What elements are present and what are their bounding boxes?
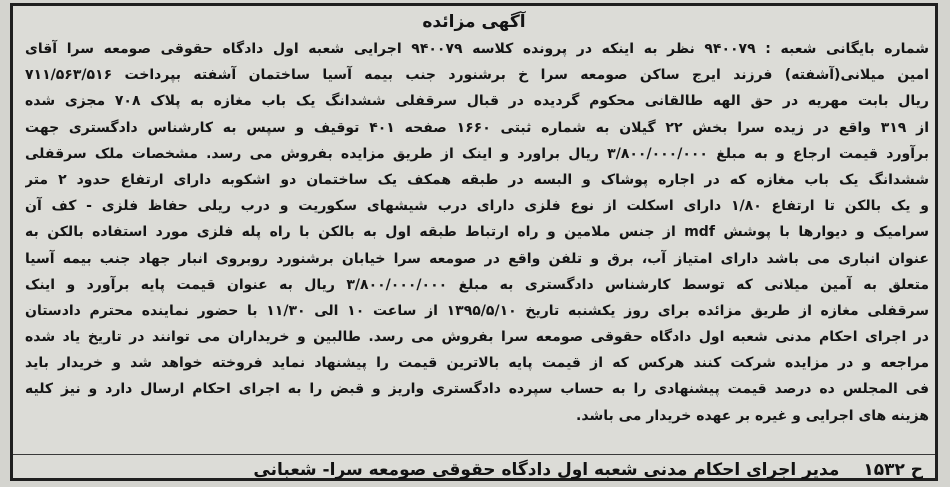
notice-line: در اجرای احکام مدنی شعبه اول دادگاه حقوقی صومعه سرا بفروش می رسد. طالبین و خریداران می توانند در تاریخ یاد شده: [25, 329, 929, 346]
notice-line: متعلق به آمین میلانی که توسط کارشناس دادگستری به مبلغ ۳/۸۰۰/۰۰۰/۰۰۰ ریال به عنوان قیمت پایه برآورد و اینک: [25, 276, 929, 293]
notice-line: عنوان انباری می باشد دارای امتیاز آب، برق و تلفن واقع در صومعه سرا خیابان برشنورد روبروی انبار جهاد جنب بیمه آسیا: [25, 250, 929, 267]
notice-frame: [10, 3, 938, 481]
notice-line: ریال بابت مهریه در حق الهه طالقانی محکوم گردیده در قبال سرقفلی ششدانگ یک باب مغازه به پلاک ۷۰۸ مجزی شده: [25, 93, 929, 110]
notice-line: برآورد قیمت ارجاع و به مبلغ ۳/۸۰۰/۰۰۰/۰۰۰ ریال براورد و اینک از طریق مزایده بفروش می رسد. مشخصات ملک سرقفلی: [25, 145, 929, 162]
notice-footer: [29, 458, 923, 482]
footer-divider: [13, 454, 935, 455]
notice-line: ششدانگ یک باب مغازه که در اجاره پوشاک و البسه در طبقه همکف یک ساختمان دو اشکوبه دارای ارتفاع حدود ۲ متر: [25, 171, 929, 188]
notice-line: هزینه های اجرایی و غیره بر عهده خریدار می باشد.: [576, 407, 929, 424]
notice-line: امین میلانی(آشفته) فرزند ایرج ساکن صومعه سرا خ برشنورد جنب بیمه آسیا ساختمان آشفته بپرداخت ۷۱۱/۵۶۳/۵۱۶: [25, 67, 929, 84]
notice-line: شماره بایگانی شعبه : ۹۴۰۰۷۹ نظر به اینکه در پرونده کلاسه ۹۴۰۰۷۹ اجرایی شعبه اول دادگاه حقوقی صومعه سرا آقای: [25, 41, 929, 57]
notice-line: از ۳۱۹ واقع در زیده سرا بخش ۲۲ گیلان به شماره ثبتی ۱۶۶۰ صفحه ۴۰۱ توقیف و سپس به کارشناس دادگستری جهت: [25, 119, 929, 136]
notice-line: سرامیک و دیوارها با پوشش mdf از جنس ملامین و راه ارتباط طبقه اول به بالکن با راه پله فلزی مورد استفاده بالکن به: [25, 224, 929, 241]
notice-body: [25, 36, 929, 429]
notice-title: آگهی مزائده: [422, 12, 526, 32]
notice-line: مراجعه و در مزایده شرکت کنند هرکس که از قیمت پایه بالاترین قیمت را پیشنهاد نماید فروخته خواهد شد و خریدار باید: [25, 355, 929, 372]
notice-signature: مدیر اجرای احکام مدنی شعبه اول دادگاه حقوقی صومعه سرا- شعبانی: [253, 460, 840, 480]
notice-line: سرقفلی مغازه از طریق مزائده برای روز یکشنبه تاریخ ۱۳۹۵/۵/۱۰ از ساعت ۱۰ الی ۱۱/۳۰ با حضور نماینده محترم دادستان: [25, 302, 929, 319]
notice-line: فی المجلس ده درصد قیمت پیشنهادی را به حساب سپرده دادگستری واریز و قبض را به اجرای احکام ارسال دارد و نیز کلیه: [25, 381, 929, 398]
notice-line: و یک بالکن تا ارتفاع ۱/۸۰ دارای اسکلت از نوع فلزی دارای درب شیشهای سکوریت و درب ریلی حفاظ فلزی - کف آن: [25, 198, 929, 215]
notice-code: ح ۱۵۳۲: [863, 460, 923, 480]
